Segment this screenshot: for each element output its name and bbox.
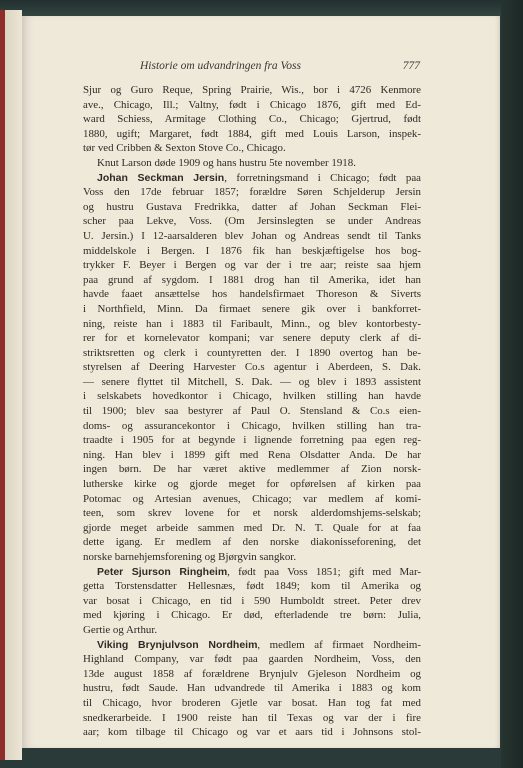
text-line bbox=[83, 141, 421, 156]
body-text bbox=[83, 83, 421, 740]
text-line bbox=[83, 360, 421, 375]
text-line bbox=[83, 506, 421, 521]
text-line bbox=[83, 83, 421, 98]
line-text: ave., Chicago, Ill.; Valtny, født i Chicago 1876, gift med Ed- bbox=[83, 98, 421, 111]
line-text: trykker F. Beyer i Bergen og var der i tre aar; reiste saa hjem bbox=[83, 259, 421, 272]
line-text: lutherske kirke og gjorde meget for opførelsen af kirken paa bbox=[83, 478, 421, 491]
line-text: ning, reiste han i 1883 til Faribault, Minn., og blev kontorbesty- bbox=[83, 317, 421, 330]
line-text: tør ved Cribben & Sexton Stove Co., Chicago. bbox=[83, 142, 286, 155]
text-line bbox=[83, 433, 421, 448]
person-name: Viking Brynjulvson Nordheim bbox=[97, 638, 258, 651]
line-text: 13de august 1858 af forældrene Brynjulv Gjeleson Nordheim og bbox=[83, 667, 421, 680]
line-text: til Chicago, hvor broderen Gjetle var bosat. Han tog fat med bbox=[83, 696, 421, 709]
running-header bbox=[140, 60, 420, 72]
person-name: Peter Sjurson Ringheim bbox=[97, 565, 228, 578]
text-line bbox=[83, 317, 421, 332]
line-text: getta Torstensdatter Hellesnæs, født 1849; kom til Amerika og bbox=[83, 580, 421, 593]
text-line bbox=[83, 477, 421, 492]
line-text: striktsretten og clerk i countyretten der. I 1890 overtog han be- bbox=[83, 346, 421, 359]
text-line bbox=[83, 389, 421, 404]
text-line bbox=[83, 98, 421, 113]
line-text: ning. Han blev i 1899 gift med Rena Olsdatter Anda. De har bbox=[83, 448, 421, 461]
line-text: aar; kom tilbage til Chicago og var et aars tid i Johnsons stol- bbox=[83, 726, 421, 739]
line-text: , født paa Voss 1851; gift med Mar- bbox=[227, 565, 422, 578]
line-text: Potomac og Artesian avenues, Chicago; var medlem af komi- bbox=[83, 492, 421, 505]
line-text: 1880, ugift; Margaret, født 1884, gift med Louis Larson, inspek- bbox=[83, 127, 421, 140]
text-line bbox=[83, 462, 421, 477]
line-text: , medlem af firmaet Nordheim- bbox=[257, 638, 421, 651]
line-text: ward Schiess, Armitage Clothing Co., Chicago; Gjertrud, født bbox=[83, 113, 421, 126]
text-line bbox=[83, 579, 421, 594]
text-line bbox=[83, 229, 421, 244]
line-text: ingen børn. De har været aktive medlemmer af Zion norsk- bbox=[83, 463, 421, 476]
text-line bbox=[83, 214, 421, 229]
text-line bbox=[83, 171, 421, 186]
text-line bbox=[83, 156, 421, 171]
text-line bbox=[83, 287, 421, 302]
line-text: norske barnehjemsforening og Bjørgvin sangkor. bbox=[83, 551, 297, 563]
text-line bbox=[83, 696, 421, 711]
book-cover-right bbox=[501, 0, 523, 768]
text-line bbox=[83, 273, 421, 288]
line-text: rer for et kornelevator kompani; var senere deputy clerk af di- bbox=[83, 332, 421, 345]
text-line bbox=[83, 127, 421, 142]
text-line bbox=[83, 302, 421, 317]
text-line bbox=[83, 565, 421, 580]
line-text: gjorde meget arbeide sammen med Dr. N. T. Quale for at faa bbox=[83, 521, 421, 534]
text-line bbox=[83, 594, 421, 609]
line-text: teen, som skrev lovene for et norsk alderdomshjems-selskab; bbox=[83, 507, 421, 520]
text-line bbox=[83, 346, 421, 361]
line-text: havde faaet ansættelse hos handelsfirmaet Thoreson & Siverts bbox=[83, 288, 421, 301]
line-text: styrelsen af Deering Harvester Co.s agentur i Aberdeen, S. Dak. bbox=[83, 361, 421, 374]
text-line bbox=[83, 550, 421, 565]
text-line bbox=[83, 725, 421, 740]
text-line bbox=[83, 375, 421, 390]
text-line bbox=[83, 331, 421, 346]
text-line bbox=[83, 244, 421, 259]
line-text: Highland Company, var født paa gaarden Nordheim, Voss, den bbox=[83, 653, 421, 666]
page-number: 777 bbox=[402, 60, 420, 72]
text-line bbox=[83, 681, 421, 696]
book-cover-top bbox=[0, 0, 523, 16]
line-text: middelskole i Bergen. I 1876 fik han beskjæftigelse hos bog- bbox=[83, 244, 421, 257]
text-line bbox=[83, 419, 421, 434]
text-line bbox=[83, 608, 421, 623]
line-text: doms- og assurancekontor i Chicago, hvilken stilling han tra- bbox=[83, 419, 421, 432]
text-line bbox=[83, 638, 421, 653]
line-text: og hustru Gustava Fredrikka, datter af Johan Seckman Flei- bbox=[83, 200, 421, 213]
running-title: Historie om udvandringen fra Voss bbox=[140, 60, 301, 72]
line-text: Gertie og Arthur. bbox=[83, 623, 158, 636]
line-text: paa grund af sygdom. I 1881 drog han til Amerika, idet han bbox=[83, 273, 421, 286]
line-text: Voss den 17de februar 1857; forældre Søren Schjelderup Jersin bbox=[83, 186, 421, 199]
text-line bbox=[83, 521, 421, 536]
line-text: dette igang. Er medlem af den norske diakonisseforening, det bbox=[83, 536, 421, 549]
line-text: var bosat i Chicago, en tid i 590 Humboldt street. Peter drev bbox=[83, 594, 421, 607]
previous-page-edge bbox=[0, 10, 22, 760]
line-text: — senere flyttet til Mitchell, S. Dak. — og blev i 1893 assistent bbox=[83, 375, 421, 388]
line-text: i Northfield, Minn. Da firmaet senere gik over i bankforret- bbox=[83, 302, 421, 315]
text-line bbox=[83, 404, 421, 419]
line-text: med kjøring i Chicago. Er død, efterladende tre børn: Julia, bbox=[83, 609, 421, 622]
line-text: hustru, født Saude. Han udvandrede til Amerika i 1883 og kom bbox=[83, 682, 421, 695]
line-text: Sjur og Guro Reque, Spring Prairie, Wis., bor i 4726 Kenmore bbox=[83, 84, 421, 96]
text-line bbox=[83, 112, 421, 127]
line-text: til 1900; blev saa bestyrer af Paul O. Stensland & Co.s eien- bbox=[83, 405, 421, 418]
text-line bbox=[83, 711, 421, 726]
text-line bbox=[83, 185, 421, 200]
line-text: , forretningsmand i Chicago; født paa bbox=[224, 171, 421, 184]
text-line bbox=[83, 258, 421, 273]
text-line bbox=[83, 448, 421, 463]
line-text: snedkerarbeide. I 1900 reiste han til Texas og var der i fire bbox=[83, 711, 421, 724]
text-line bbox=[83, 652, 421, 667]
line-text: i selskabets hovedkontor i Chicago, hvilken stilling han havde bbox=[83, 390, 421, 403]
line-text: Knut Larson døde 1909 og hans hustru 5te november 1918. bbox=[97, 156, 356, 169]
text-line bbox=[83, 623, 421, 638]
text-line bbox=[83, 667, 421, 682]
line-text: U. Jersin.) I 12-aarsalderen blev Johan og Andreas sendt til Tanks bbox=[83, 229, 421, 242]
text-line bbox=[83, 492, 421, 507]
person-name: Johan Seckman Jersin bbox=[97, 171, 225, 184]
line-text: traadte i 1905 for at begynde i lignende forretning paa egen reg- bbox=[83, 434, 421, 447]
text-line bbox=[83, 535, 421, 550]
text-line bbox=[83, 200, 421, 215]
line-text: scher paa Lekve, Voss. (Om Jersinslegten se under Andreas bbox=[83, 215, 421, 228]
